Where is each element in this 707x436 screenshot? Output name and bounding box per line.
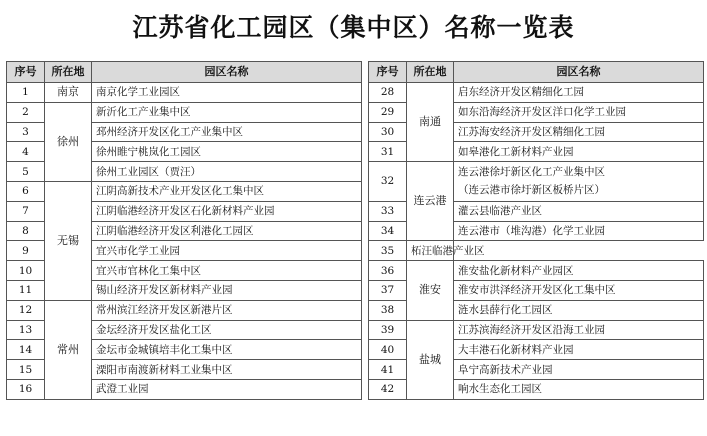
row-number: 4 [7,142,45,162]
row-number: 33 [369,201,407,221]
row-number: 40 [369,340,407,360]
city-nanjing: 南京 [45,83,92,103]
row-number: 3 [7,122,45,142]
table-row [7,83,704,103]
park-name: 连云港市（堆沟港）化学工业园 [454,221,704,241]
city-changzhou: 常州 [45,300,92,399]
park-name: 徐州睢宁桃岚化工园区 [92,142,362,162]
park-name: 启东经济开发区精细化工园 [454,83,704,103]
table-row [7,241,704,261]
park-name: 锡山经济开发区新材料产业园 [92,280,362,300]
row-number: 36 [369,261,407,281]
table-row [7,122,704,142]
city-xuzhou: 徐州 [45,102,92,181]
row-number: 42 [369,379,407,399]
park-name: 如东沿海经济开发区洋口化学工业园 [454,102,704,122]
city-wuxi: 无锡 [45,181,92,300]
park-name: 宜兴市化学工业园 [92,241,362,261]
park-name: 柘汪临港产业区 [407,241,454,261]
header-name-left: 园区名称 [92,62,362,83]
row-number: 5 [7,162,45,182]
header-no-right: 序号 [369,62,407,83]
row-number: 29 [369,102,407,122]
table-row [7,360,704,380]
row-number: 14 [7,340,45,360]
city-nantong: 南通 [407,83,454,162]
park-name: 江苏海安经济开发区精细化工园 [454,122,704,142]
row-number: 35 [369,241,407,261]
row-number: 7 [7,201,45,221]
table-row [7,379,704,399]
park-name: 阜宁高新技术产业园 [454,360,704,380]
header-no-left: 序号 [7,62,45,83]
park-name-line-2: （连云港市徐圩新区板桥片区） [458,184,605,197]
row-number: 28 [369,83,407,103]
row-number: 13 [7,320,45,340]
park-name: 武澄工业园 [92,379,362,399]
park-name: 灌云县临港产业区 [454,201,704,221]
document-title: 江苏省化工园区（集中区）名称一览表 [132,13,575,42]
park-name: 江阴临港经济开发区利港化工园区 [92,221,362,241]
row-number: 11 [7,280,45,300]
park-name: 徐州工业园区（贾汪） [92,162,362,182]
park-name: 金坛经济开发区盐化工区 [92,320,362,340]
row-number: 30 [369,122,407,142]
row-number: 41 [369,360,407,380]
table-row [7,221,704,241]
row-number: 12 [7,300,45,320]
park-name: 江阴临港经济开发区石化新材料产业园 [92,201,362,221]
park-name: 南京化学工业园区 [92,83,362,103]
row-number: 37 [369,280,407,300]
table-row [7,142,704,162]
row-number: 1 [7,83,45,103]
park-name: 常州滨江经济开发区新港片区 [92,300,362,320]
row-number: 31 [369,142,407,162]
row-number: 32 [369,162,407,202]
table-row [7,300,704,320]
park-name: 响水生态化工园区 [454,379,704,399]
park-name-line-1: 连云港徐圩新区化工产业集中区 [458,166,605,179]
row-number: 2 [7,102,45,122]
row-number: 16 [7,379,45,399]
header-city-right: 所在地 [407,62,454,83]
park-name: 江阴高新技术产业开发区化工集中区 [92,181,362,201]
park-name: 淮安盐化新材料产业园区 [454,261,704,281]
column-gap [362,62,369,83]
table-row [7,320,704,340]
table-row [7,162,704,182]
row-number: 9 [7,241,45,261]
row-number: 15 [7,360,45,380]
park-name: 大丰港石化新材料产业园 [454,340,704,360]
park-name: 淮安市洪泽经济开发区化工集中区 [454,280,704,300]
row-number: 6 [7,181,45,201]
park-name [454,162,704,202]
row-number: 8 [7,221,45,241]
table-row [7,201,704,221]
row-number: 39 [369,320,407,340]
table-row [7,261,704,281]
park-name: 如皋港化工新材料产业园 [454,142,704,162]
park-name: 新沂化工产业集中区 [92,102,362,122]
park-table-wrapper [6,61,703,400]
city-huaian: 淮安 [407,261,454,320]
park-name: 涟水县薛行化工园区 [454,300,704,320]
table-header-row [7,62,704,83]
header-name-right: 园区名称 [454,62,704,83]
park-name: 金坛市金城镇培丰化工集中区 [92,340,362,360]
city-yancheng: 盐城 [407,320,454,399]
table-row [7,340,704,360]
city-lianyungang: 连云港 [407,162,454,241]
row-number: 38 [369,300,407,320]
park-name: 江苏滨海经济开发区沿海工业园 [454,320,704,340]
row-number: 10 [7,261,45,281]
row-number: 34 [369,221,407,241]
table-row [7,102,704,122]
header-city-left: 所在地 [45,62,92,83]
park-name: 宜兴市官林化工集中区 [92,261,362,281]
park-name: 邳州经济开发区化工产业集中区 [92,122,362,142]
table-row [7,280,704,300]
park-table [6,61,704,400]
park-name: 溧阳市南渡新材料工业集中区 [92,360,362,380]
